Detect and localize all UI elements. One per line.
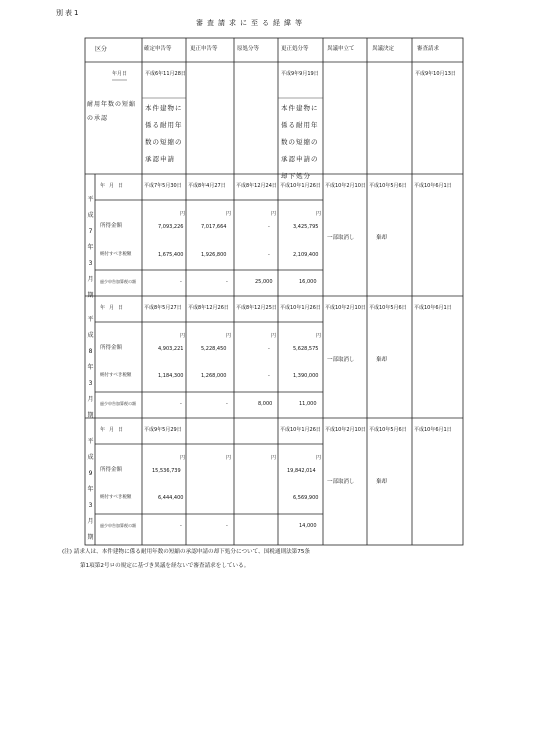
year1-tax-label: 納付すべき税額 [100,252,132,257]
durability-date-initial: 平成6年11月28日 [145,71,186,77]
year2-date-amended: 平成8年12月26日 [188,305,229,311]
year3-tax-label: 納付すべき税額 [100,495,132,500]
year3-income-correction: 19,842,014 [287,468,316,474]
year3-penalty-initial: - [180,523,182,529]
year2-tax-orig: - [268,373,270,379]
year1-date-orig: 平成8年12月24日 [236,183,277,189]
header-initial-return: 確定申告等 [144,46,172,52]
year3-objection: 一部取消し [327,479,355,485]
year2-date-review: 平成10年6月1日 [414,305,452,311]
durability-date-review: 平成9年10月13日 [415,71,456,77]
year2-date-orig: 平成8年12月25日 [236,305,277,311]
year3-date-initial: 平成9年5月29日 [144,427,182,433]
year3-tax-initial: 6,444,400 [158,495,184,501]
year2-unit-2: 円 [226,333,232,339]
header-correction: 更正処分等 [281,46,309,52]
year3-unit-4: 円 [316,455,322,461]
year2-penalty-orig: 8,000 [258,401,273,407]
year2-tax-initial: 1,184,300 [158,373,184,379]
year3-date-objection: 平成10年2月10日 [325,427,366,433]
year1-unit-3: 円 [271,211,277,217]
year2-penalty-amended: - [226,401,228,407]
year1-date-correction: 平成10年1月26日 [280,183,321,189]
year1-income-correction: 3,425,795 [293,224,319,230]
year2-income-initial: 4,903,221 [158,346,184,352]
year1-tax-initial: 1,675,400 [158,252,184,258]
year1-penalty-correction: 16,000 [299,279,317,285]
year1-tax-orig: - [268,252,270,258]
year1-unit-2: 円 [226,211,232,217]
durability-date-disposition: 平成9年9月19日 [281,71,319,77]
year1-unit-1: 円 [180,211,186,217]
year3-unit-3: 円 [271,455,277,461]
year2-objection: 一部取消し [327,357,355,363]
year3-date-review: 平成10年6月1日 [414,427,452,433]
year2-unit-1: 円 [180,333,186,339]
year2-penalty-label: 過少申告加算税の額 [100,401,136,406]
year3-penalty-label: 過少申告加算税の額 [100,523,136,528]
year2-unit-4: 円 [316,333,322,339]
year2-date-objection: 平成10年2月10日 [325,305,366,311]
year2-tax-label: 納付すべき税額 [100,373,132,378]
year3-income-label: 所得金額 [100,467,123,473]
year1-income-orig: - [268,224,270,230]
year2-income-orig: - [268,346,270,352]
year1-decision: 棄却 [376,235,388,241]
year2-penalty-initial: - [180,401,182,407]
durability-rejection-text: 本件建物に係る耐用年数の短縮の承認申請の却下処分 [281,104,319,180]
header-objection: 異議申立て [327,46,355,52]
year1-date-decision: 平成10年5月6日 [369,183,407,189]
year3-unit-1: 円 [180,455,186,461]
year1-date-initial: 平成7年5月30日 [144,183,182,189]
year2-income-amended: 5,228,450 [201,346,227,352]
document-reference: 別表1 [56,9,81,17]
year1-date-label: 年月日 [100,183,128,189]
year2-date-correction: 平成10年1月26日 [280,305,321,311]
year1-penalty-label: 過少申告加算税の額 [100,279,136,284]
year3-unit-2: 円 [226,455,232,461]
year1-tax-correction: 2,109,400 [293,252,319,258]
year1-date-objection: 平成10年2月10日 [325,183,366,189]
header-review-request: 審査請求 [417,46,440,52]
year3-date-decision: 平成10年5月6日 [369,427,407,433]
year1-income-amended: 7,017,664 [201,224,227,230]
durability-application-text: 本件建物に係る耐用年数の短縮の承認申請 [145,104,183,163]
year3-date-label: 年月日 [100,427,128,433]
year3-decision: 棄却 [376,479,388,485]
year2-income-correction: 5,628,575 [293,346,319,352]
year3-tax-correction: 6,569,900 [293,495,319,501]
header-amended-return: 更正申告等 [190,46,218,52]
year3-income-initial: 15,536,739 [152,468,181,474]
year1-penalty-amended: - [226,279,228,285]
header-kubun: 区分 [95,46,108,53]
year1-penalty-initial: - [180,279,182,285]
year2-date-label: 年月日 [100,305,128,311]
year2-tax-correction: 1,390,000 [293,373,319,379]
year2-date-decision: 平成10年5月6日 [369,305,407,311]
year1-unit-4: 円 [316,211,322,217]
year3-penalty-amended: - [226,523,228,529]
year2-income-label: 所得金額 [100,345,123,351]
year2-penalty-correction: 11,000 [299,401,317,407]
year2-label: 平成8年3月期 [87,316,94,419]
year1-income-initial: 7,093,226 [158,224,184,230]
footnote-line-2: 第1項第2号ロの規定に基づき異議を経ないで審査請求をしている。 [80,563,250,569]
year2-unit-3: 円 [271,333,277,339]
section-durability-label: 耐用年数の短縮の承認 [87,101,137,122]
year1-objection: 一部取消し [327,235,355,241]
year3-penalty-correction: 14,000 [299,523,317,529]
document-title: 審査請求に至る経緯等 [196,19,306,27]
footnote-line-1: (注) 請求人は、本件建物に係る耐用年数の短縮の承認申請の却下処分について、国税通則法第75条 [62,549,310,555]
year1-tax-amended: 1,926,800 [201,252,227,258]
header-original-disposition: 原処分等 [237,46,260,52]
year1-date-amended: 平成8年4月27日 [188,183,226,189]
year2-date-initial: 平成8年5月27日 [144,305,182,311]
year1-date-review: 平成10年6月1日 [414,183,452,189]
year1-income-label: 所得金額 [100,223,123,229]
year3-date-correction: 平成10年1月26日 [280,427,321,433]
year1-label: 平成7年3月期 [87,196,94,299]
year2-decision: 棄却 [376,357,388,363]
year1-penalty-orig: 25,000 [255,279,273,285]
year3-label: 平成9年3月期 [87,438,94,541]
header-objection-decision: 異議決定 [372,46,395,52]
year2-tax-amended: 1,268,000 [201,373,227,379]
section-durability-date-label: 年月日 [112,71,128,77]
